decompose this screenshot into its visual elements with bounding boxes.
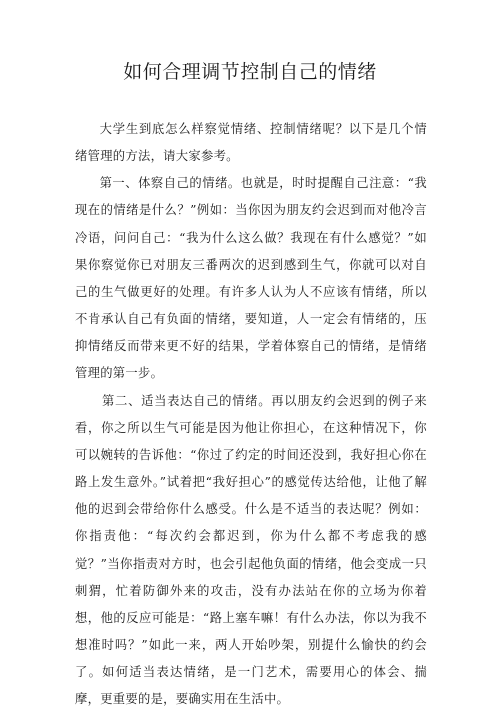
document-title: 如何合理调节控制自己的情绪 <box>123 61 377 83</box>
paragraph-second-point: 第二、适当表达自己的情绪。再以朋友约会迟到的例子来看，你之所以生气可能是因为他让你担心，在这种情况下，你可以婉转的告诉他：“你过了约定的时间还没到，我好担心你在路上发生意外。”试着把“我好担心”的感觉传达给他，让他了解他的迟到会带给你什么感受。什么是不适当的表达呢？例如：你指责他：“每次约会都迟到，你为什么都不考虑我的感觉？”当你指责对方时，也会引起他负面的情绪，他会变成一只刺猬，忙着防御外来的攻击，没有办法站在你的立场为你着想，他的反应可能是：“路上塞车嘛！有什么办法，你以为我不想准时吗？”如此一来，两人开始吵架，别提什么愉快的约会了。如何适当表达情绪，是一门艺术，需要用心的体会、揣摩，更重要的是，要确实用在生活中。 <box>75 393 427 707</box>
paragraph-first-point: 第一、体察自己的情绪。也就是，时时提醒自己注意：“我现在的情绪是什么？”例如：当你因为朋友约会迟到而对他冷言冷语，问问自己：“我为什么这么做？我现在有什么感觉？”如果你察觉你已对朋友三番两次的迟到感到生气，你就可以对自己的生气做更好的处理。有许多人认为人不应该有情绪，所以不肯承认自己有负面的情绪，要知道，人一定会有情绪的，压抑情绪反而带来更不好的结果，学着体察自己的情绪，是情绪管理的第一步。 <box>75 176 427 381</box>
document-body <box>75 116 427 713</box>
paragraph-intro: 大学生到底怎么样察觉情绪、控制情绪呢？以下是几个情绪管理的方法，请大家参考。 <box>75 122 427 164</box>
